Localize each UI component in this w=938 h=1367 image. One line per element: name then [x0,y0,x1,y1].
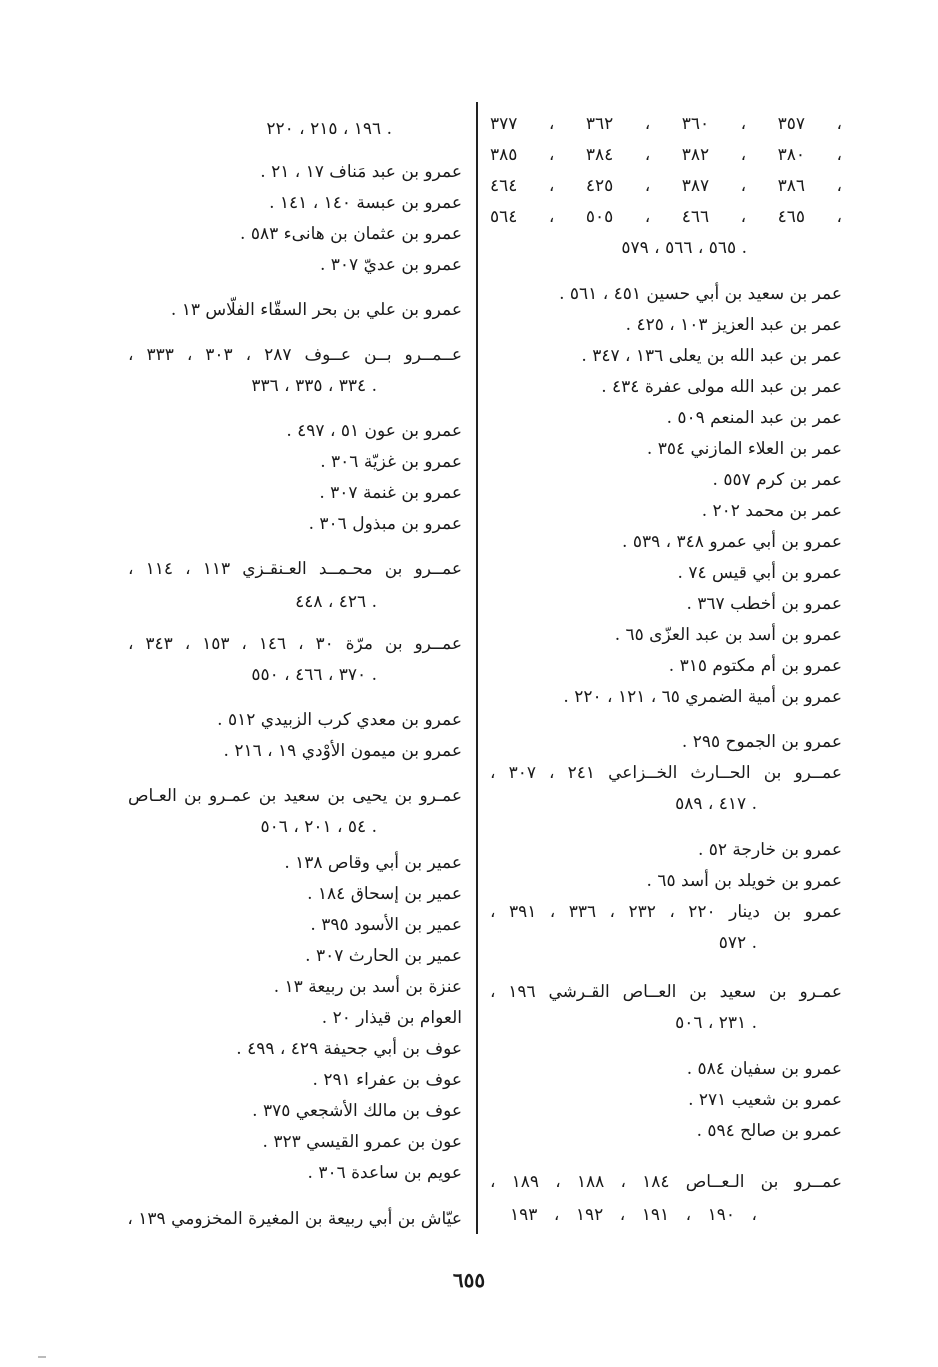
index-entry: عمرو بن علي بن بحر السقّاء الفلّاس ١٣ . [170,300,462,320]
index-entry-continuation: ١٩٦ ، ٢١٥ ، ٢٢٠ . [266,119,392,139]
index-entry: عيّاش بن أبي ربيعة بن المغيرة المخزومي ١٣٩ ، [127,1209,462,1229]
index-line: ٣٨٦ ، ٣٨٧ ، ٤٢٥ ، ٤٦٤ ، [490,176,843,196]
index-entry-continuation: ٥٧٢ . [718,933,757,953]
index-entry: عمر بن عبد المنعم ٥٠٩ . [666,408,842,428]
index-entry: عمير بن أبي وقاص ١٣٨ . [284,853,462,873]
index-entry: عمرو بن عبد مَناف ١٧ ، ٢١ . [260,162,462,182]
index-entry: عمـرو بن يحيى بن سعيد بن عمـرو بن العـاص [128,786,462,806]
index-entry-continuation: ٤١٧ ، ٥٨٩ . [675,794,757,814]
index-entry: عمرو بن أسد بن عبد العزّى ٦٥ . [614,625,842,645]
index-entry: عمير بن الحارث ٣٠٧ . [305,946,462,966]
index-line: ٤٦٥ ، ٤٦٦ ، ٥٠٥ ، ٥٦٤ ، [490,207,843,227]
index-line: ٥٦٥ ، ٥٦٦ ، ٥٧٩ . [621,238,747,258]
index-entry: عوف بن مالك الأشجعي ٣٧٥ . [252,1101,462,1121]
index-entry: عمر بن عبد العزيز ١٠٣ ، ٤٢٥ . [625,315,842,335]
scan-speck [38,1356,46,1358]
index-entry: عمرو بن مبذول ٣٠٦ . [308,514,462,534]
index-entry: عمر بن عبد الله مولى عفرة ٤٣٤ . [601,377,842,397]
index-entry: عــمــرو بــن عــوف ٢٨٧ ، ٣٠٣ ، ٣٣٣ ، [128,345,463,365]
index-entry-continuation: ٣٣٤ ، ٣٣٥ ، ٣٣٦ . [251,376,377,396]
index-entry: العوام بن قيذار ٢٠ . [321,1008,462,1028]
index-entry: عمرو بن أبي قيس ٧٤ . [677,563,842,583]
index-entry: عويم بن ساعدة ٣٠٦ . [307,1163,462,1183]
index-entry: عمــرو بن الـعــاص ١٨٤ ، ١٨٨ ، ١٨٩ ، [490,1172,843,1192]
index-entry: عمــرو بن مرّة ٣٠ ، ١٤٦ ، ١٥٣ ، ٣٤٣ ، [128,634,462,654]
index-entry: عمر بن كرم ٥٥٧ . [712,470,842,490]
index-entry: عون بن عمرو القيسي ٣٢٣ . [262,1132,462,1152]
index-entry: عمرو بن عديّ ٣٠٧ . [319,255,462,275]
index-entry-continuation: ٣٧٠ ، ٤٦٦ ، ٥٥٠ . [251,665,377,685]
index-entry: عمرو بن دينار ٢٢٠ ، ٢٣٢ ، ٣٣٦ ، ٣٩١ ، [490,902,843,922]
index-line: ٣٨٠ ، ٣٨٢ ، ٣٨٤ ، ٣٨٥ ، [490,145,843,165]
index-entry-continuation: ٥٤ ، ٢٠١ ، ٥٠٦ . [260,817,377,837]
index-entry: عمر بن العلاء المازني ٣٥٤ . [646,439,842,459]
column-divider [476,102,478,1234]
index-entry: عمر بن سعيد بن أبي حسين ٤٥١ ، ٥٦١ . [559,284,842,304]
index-entry: عمرو بن خويلد بن أسد ٦٥ . [646,871,842,891]
index-entry: عمرو بن أبي عمرو ٣٤٨ ، ٥٣٩ . [622,532,842,552]
index-entry: عمرو بن صالح ٥٩٤ . [696,1121,842,1141]
index-entry: عمـرو بن سعيد بن العــاص القـرشي ١٩٦ ، [490,982,842,1002]
index-entry: عمرو بن أخطب ٣٦٧ . [686,594,842,614]
index-entry: عمير بن إسحاق ١٨٤ . [307,884,462,904]
index-entry: عمرو بن غنمة ٣٠٧ . [319,483,462,503]
index-entry: عمرو بن عثمان بن هانىء ٥٨٣ . [240,224,462,244]
index-entry: عمر بن محمد ٢٠٢ . [701,501,842,521]
index-entry: عمرو بن غزيّة ٣٠٦ . [320,452,462,472]
page-number: ٦٥٥ [452,1268,486,1292]
index-line: ٣٥٧ ، ٣٦٠ ، ٣٦٢ ، ٣٧٧ ، [490,114,843,134]
index-entry: عنزة بن أسد بن ربيعة ١٣ . [273,977,462,997]
index-entry: عمرو بن ميمون الأوْدي ١٩ ، ٢١٦ . [223,741,462,761]
index-entry: عمرو بن سفيان ٥٨٤ . [686,1059,842,1079]
index-entry: عمرو بن أمية الضمري ٦٥ ، ١٢١ ، ٢٢٠ . [563,687,842,707]
index-entry-continuation: ١٩٠ ، ١٩١ ، ١٩٢ ، ١٩٣ ، [510,1205,758,1225]
index-entry: عمرو بن شعيب ٢٧١ . [688,1090,842,1110]
index-entry: عمرو بن الجموح ٢٩٥ . [681,732,842,752]
index-entry: عمــرو بن محـمــد العـنقـزي ١١٣ ، ١١٤ ، [128,559,463,579]
index-entry: عمــرو بن الحــارث الخــزاعي ٢٤١ ، ٣٠٧ ، [490,763,842,783]
index-entry: عمر بن عبد الله بن يعلى ١٣٦ ، ٣٤٧ . [581,346,842,366]
index-entry: عوف بن أبي جحيفة ٤٢٩ ، ٤٩٩ . [236,1039,462,1059]
index-entry-continuation: ٢٣١ ، ٥٠٦ . [675,1013,757,1033]
index-entry: عمرو بن خارجة ٥٢ . [697,840,842,860]
index-entry: عوف بن عفراء ٢٩١ . [312,1070,462,1090]
index-entry: عمرو بن عون ٥١ ، ٤٩٧ . [286,421,462,441]
index-entry: عمرو بن أم مكتوم ٣١٥ . [668,656,842,676]
index-entry: عمير بن الأسود ٣٩٥ . [310,915,462,935]
index-entry-continuation: ٤٢٦ ، ٤٤٨ . [295,592,377,612]
index-entry: عمرو بن عبسة ١٤٠ ، ١٤١ . [269,193,462,213]
index-entry: عمرو بن معدي كرب الزبيدي ٥١٢ . [217,710,462,730]
